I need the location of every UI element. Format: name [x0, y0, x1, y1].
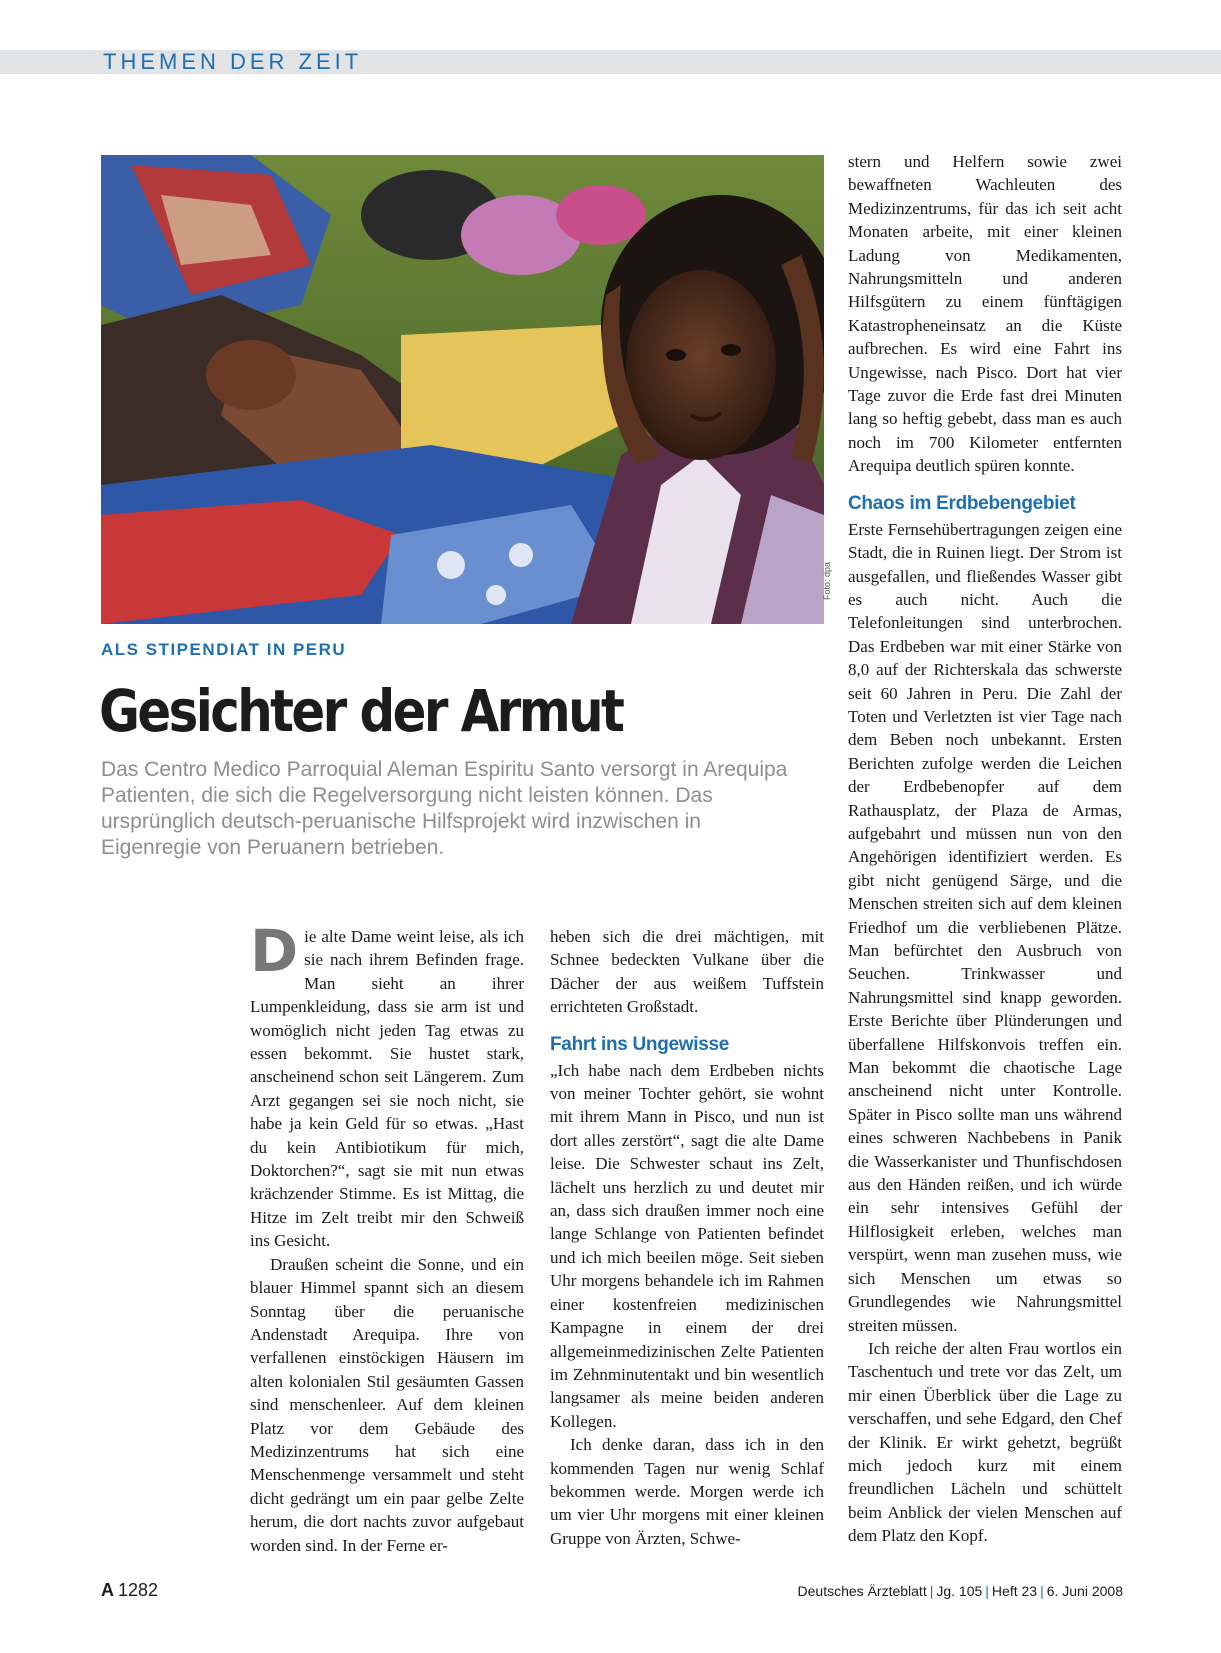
volume: Jg. 105: [936, 1583, 983, 1599]
text-column-3: [848, 150, 1122, 1548]
paragraph: stern und Helfern sowie zwei bewaffneten Wachleuten des Medizinzentrums, für das ich seit acht Monaten arbeite, mit einer kleinen Ladung von Medikamenten, Nahrungsmitteln und anderen Hilfsgütern zu einem fünftägigen Katastropheneinsatz an die Küste aufbrechen. Es wird eine Fahrt ins Ungewisse, nach Pisco. Dort hat vier Tage zuvor die Erde fast drei Minuten lang so heftig gebebt, dass man es auch noch im 700 Kilometer entfernten Arequipa deutlich spüren konnte.: [848, 152, 1122, 476]
paragraph: „Ich habe nach dem Erdbeben nichts von meiner Tochter gehört, sie wohnt mit ihrem Mann in Pisco, und nun ist dort alles zerstört“, sagt die alte Dame leise. Die Schwester schaut ins Zelt, lächelt uns herzlich zu und deutet mir an, dass sich draußen immer noch eine lange Schlange von Patienten befindet und ich mich beeilen möge. Seit sieben Uhr morgens behandele ich im Rahmen einer kostenfreien medizinischen Kampagne in einem der drei allgemeinmedizinischen Zelte Patienten im Zehnminutentakt und bin wesentlich langsamer als meine beiden anderen Kollegen.: [550, 1060, 824, 1431]
journal-name: Deutsches Ärzteblatt: [797, 1583, 927, 1599]
issue: Heft 23: [991, 1583, 1038, 1599]
text-column-2: [550, 925, 824, 1550]
journal-info: [798, 1583, 1123, 1599]
separator: |: [985, 1583, 989, 1599]
page-number-value: 1282: [118, 1580, 159, 1600]
separator: |: [1040, 1583, 1044, 1599]
paragraph: [250, 917, 524, 1253]
article-lead: Das Centro Medico Parroquial Aleman Espiritu Santo versorgt in Arequipa Patienten, die sich die Regelversorgung nicht leisten können. Das ursprünglich deutsch-peruanische Hilfsprojekt wird inzwischen in Eigenregie von Peruanern betrieben.: [101, 758, 788, 859]
paragraph: Erste Fernsehübertragungen zeigen eine Stadt, die in Ruinen liegt. Der Strom ist ausgefallen, und fließendes Wasser gibt es auch nicht. Auch die Telefonleitungen sind unterbrochen. Das Erdbeben war mit einer Stärke von 8,0 auf der Richterskala das schwerste seit 60 Jahren in Peru. Die Zahl der Toten und Verletzten ist vier Tage nach dem Beben noch unbekannt. Ersten Berichten zufolge werden die Leichen der Erdbebenopfer auf dem Rathausplatz, der Plaza de Armas, aufgebahrt und müssen nun von den Angehörigen identifiziert werden. Es gibt nicht genügend Särge, und die Menschen streiten sich auf dem kleinen Friedhof um die verbliebenen Plätze. Man befürchtet den Ausbruch von Seuchen. Trinkwasser und Nahrungsmittel sind knapp geworden. Erste Berichte über Plünderungen und überfallene Hilfskonvois treffen ein. Man bekommt die chaotische Lage anscheinend nicht unter Kontrolle. Später in Pisco sollte man uns während eines schweren Nachbebens in Panik die Wasserkanister und Thunfischdosen aus den Händen reißen, und ich würde ein sehr intensives Gefühl der Hilflosigkeit erleben, welches man verspürt, wenn man zusehen muss, wie sich Menschen um etwas so Grundlegendes wie Nahrungsmittel streiten müssen.: [848, 519, 1122, 1335]
page-letter: A: [101, 1580, 114, 1600]
page-number: [101, 1580, 158, 1601]
subheading: Chaos im Erdbebengebiet: [848, 492, 1076, 514]
paragraph: Ich reiche der alten Frau wortlos ein Taschentuch und trete vor das Zelt, um mir einen Überblick über die Lage zu verschaffen, und sehe Edgard, den Chef der Klinik. Er wirkt gehetzt, begrüßt mich jedoch kurz mit einem freundlichen Lächeln und schüttelt beim Anblick der vielen Menschen auf dem Platz den Kopf.: [848, 1338, 1122, 1546]
paragraph: Draußen scheint die Sonne, und ein blauer Himmel spannt sich an diesem Sonntag über die peruanische Andenstadt Arequipa. Ihre von verfallenen einstöckigen Häusern im alten kolonialen Stil gesäumten Gassen sind menschenleer. Auf dem kleinen Platz vor dem Gebäude des Medizinzentrums hat sich eine Menschenmenge versammelt und steht dicht gedrängt um ein paar gelbe Zelte herum, die dort nachts zuvor aufgebaut worden sind. In der Ferne er-: [250, 1254, 524, 1555]
separator: |: [929, 1583, 934, 1599]
section-title: THEMEN DER ZEIT: [103, 49, 363, 74]
paragraph: heben sich die drei mächtigen, mit Schnee bedeckten Vulkane über die Dächer der aus weißem Tuffstein errichteten Großstadt.: [550, 927, 824, 1017]
article-photo: [101, 155, 824, 624]
photo-credit: Foto: dpa: [822, 561, 832, 600]
drop-cap: D: [250, 917, 299, 985]
article-headline: Gesichter der Armut: [99, 677, 623, 745]
issue-date: 6. Juni 2008: [1046, 1583, 1123, 1599]
paragraph-text: ie alte Dame weint leise, als ich sie nach ihrem Befinden frage. Man sieht an ihrer Lumpenkleidung, dass sie arm ist und womöglich nicht jeden Tag etwas zu essen bekommt. Sie hustet stark, anscheinend schon seit Längerem. Zum Arzt gegangen sei sie noch nicht, sie habe ja kein Geld für so etwas. „Hast du kein Antibiotikum für mich, Doktorchen?“, sagt sie mit nun etwas krächzender Stimme. Es ist Mittag, die Hitze im Zelt treibt mir den Schweiß ins Gesicht.: [250, 927, 524, 1251]
paragraph: Ich denke daran, dass ich in den kommenden Tagen nur wenig Schlaf bekommen werde. Morgen werde ich um vier Uhr morgens mit einer kleinen Gruppe von Ärzten, Schwe-: [550, 1435, 824, 1548]
subheading: Fahrt ins Ungewisse: [550, 1033, 730, 1055]
article-kicker: ALS STIPENDIAT IN PERU: [101, 640, 347, 659]
text-column-1: [250, 917, 524, 1557]
